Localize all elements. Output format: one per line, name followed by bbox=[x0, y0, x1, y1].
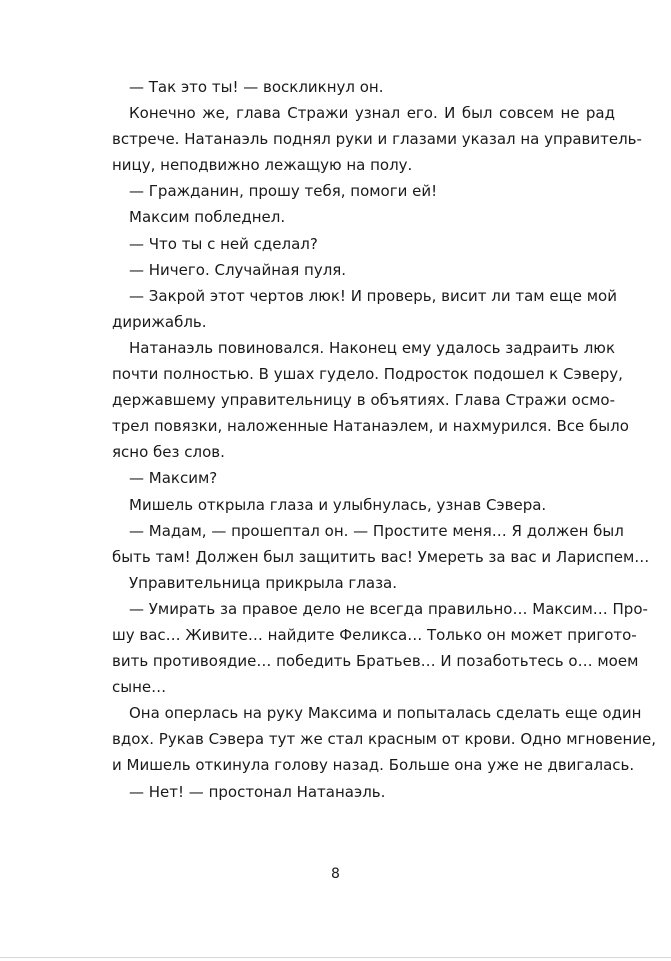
text-line: — Что ты с ней сделал? bbox=[129, 234, 318, 253]
text-line: Управительница прикрыла глаза. bbox=[129, 573, 398, 592]
text-line: вить противоядие… победить Братьев… И позаботьтесь о… моем bbox=[112, 652, 639, 671]
text-line: — Максим? bbox=[129, 469, 218, 488]
text-line: — Ничего. Случайная пуля. bbox=[129, 260, 347, 279]
text-line: — Так это ты! — воскликнул он. bbox=[129, 78, 384, 96]
text-line: — Закрой этот чертов люк! И проверь, висит ли там еще мой bbox=[129, 286, 617, 305]
text-line: и Мишель откинула голову назад. Больше она уже не двигалась. bbox=[112, 756, 635, 775]
text-line: Она оперлась на руку Максима и попыталась сделать еще один bbox=[129, 704, 642, 723]
text-line: державшему управительницу в объятиях. Глава Стражи осмо- bbox=[112, 391, 615, 410]
text-line: сыне… bbox=[112, 678, 167, 697]
text-line: быть там! Должен был защитить вас! Умереть за вас и Лариспем… bbox=[112, 547, 650, 566]
body-text bbox=[112, 74, 657, 805]
text-line: ясно без слов. bbox=[112, 443, 225, 462]
text-line: — Нет! — простонал Натанаэль. bbox=[129, 782, 386, 801]
text-line: вдох. Рукав Сэвера тут же стал красным от крови. Одно мгновение, bbox=[112, 730, 657, 749]
text-line: встрече. Натанаэль поднял руки и глазами указал на управитель- bbox=[112, 130, 642, 149]
text-line: трел повязки, наложенные Натанаэлем, и нахмурился. Все было bbox=[112, 417, 629, 436]
text-line: — Умирать за правое дело не всегда правильно… Максим… Про- bbox=[129, 599, 648, 618]
text-line: Максим побледнел. bbox=[129, 208, 286, 227]
text-line: — Гражданин, прошу тебя, помоги ей! bbox=[129, 182, 438, 201]
text-line: Конечно же, глава Стражи узнал его. И был совсем не рад bbox=[129, 104, 615, 123]
text-line: почти полностью. В ушах гудело. Подросток подошел к Сэверу, bbox=[112, 365, 623, 384]
text-line: Натанаэль повиновался. Наконец ему удалось задраить люк bbox=[129, 338, 615, 357]
text-line: ницу, неподвижно лежащую на полу. bbox=[112, 156, 413, 175]
text-line: шу вас… Живите… найдите Феликса… Только он может пригото- bbox=[112, 625, 637, 644]
page-bottom-edge bbox=[0, 957, 671, 958]
page-number: 8 bbox=[331, 866, 340, 882]
text-line: — Мадам, — прошептал он. — Простите меня… Я должен был bbox=[129, 521, 624, 540]
text-line: дирижабль. bbox=[112, 312, 207, 331]
text-line: Мишель открыла глаза и улыбнулась, узнав Сэвера. bbox=[129, 495, 547, 514]
